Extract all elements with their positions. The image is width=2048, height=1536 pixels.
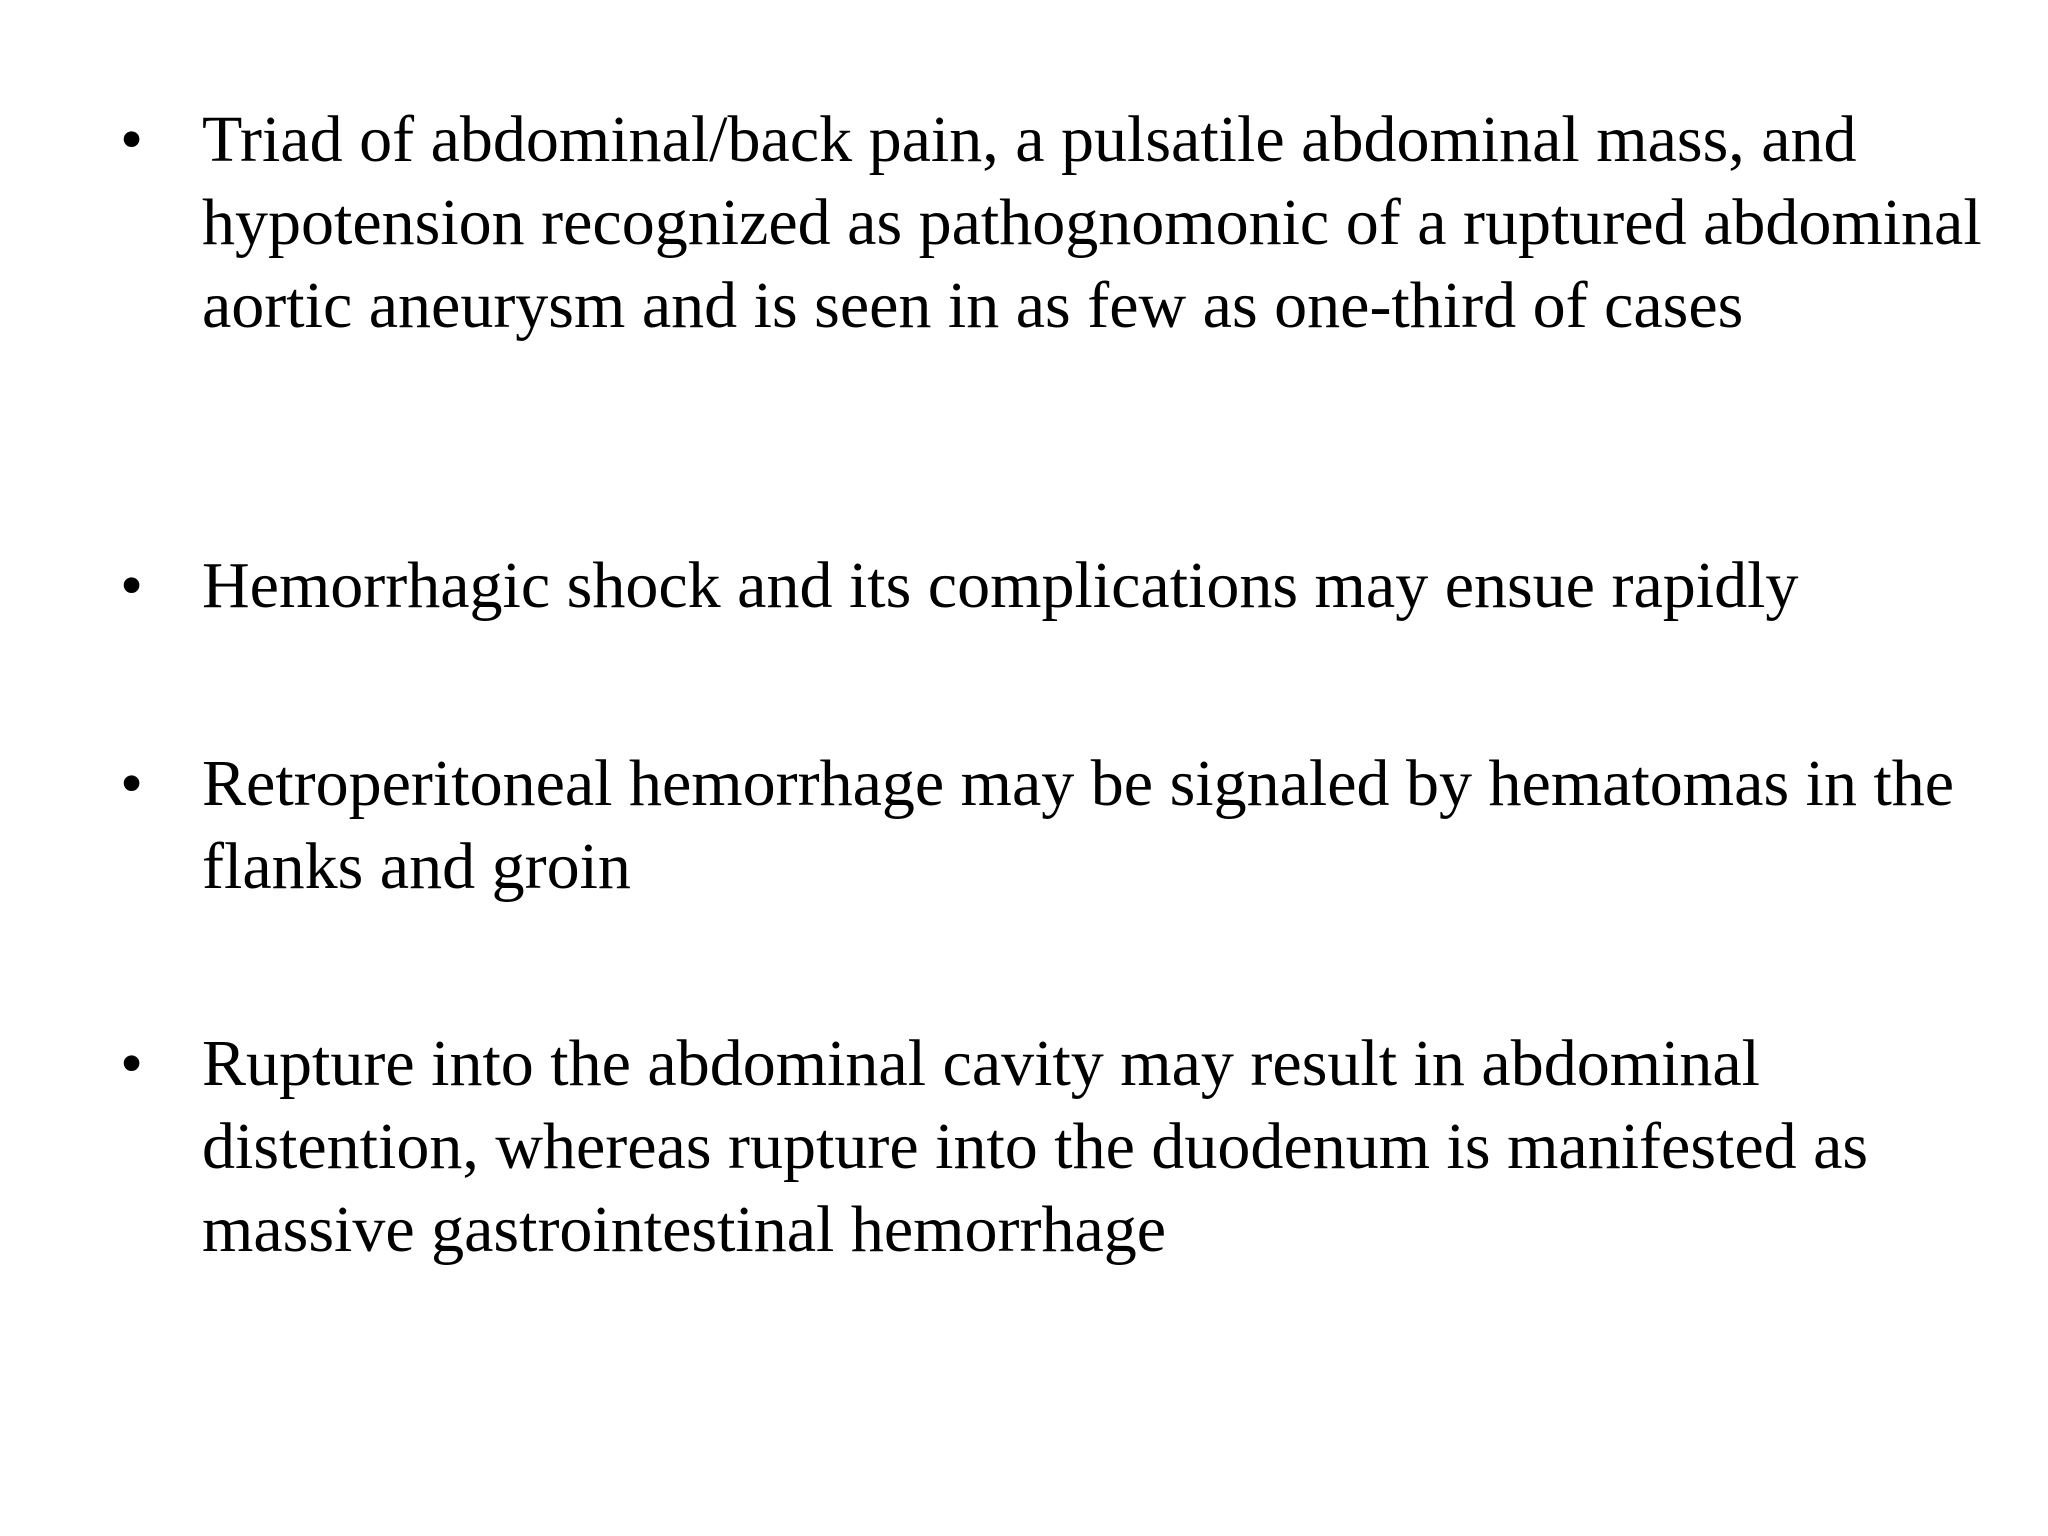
bullet-item-triad	[120, 98, 1990, 347]
bullet-text: Hemorrhagic shock and its complications may ensue rapidly	[202, 549, 1799, 622]
bullet-text: Triad of abdominal/back pain, a pulsatile abdominal mass, and hypotension recognized as pathognomonic of a ruptured abdominal aortic aneurysm and is seen in as few as one-third of cases	[202, 103, 1982, 342]
bullet-item-rupture	[120, 1022, 1990, 1271]
bullet-item-retroperitoneal	[120, 742, 1990, 908]
bullet-icon: •	[120, 747, 144, 820]
bullet-icon: •	[120, 1027, 144, 1100]
bullet-item-shock	[120, 544, 1990, 627]
bullet-icon: •	[120, 549, 144, 622]
bullet-text: Rupture into the abdominal cavity may result in abdominal distention, whereas rupture into the duodenum is manifested as massive gastrointestinal hemorrhage	[202, 1027, 1869, 1266]
bullet-text: Retroperitoneal hemorrhage may be signaled by hematomas in the flanks and groin	[202, 747, 1955, 903]
bullet-icon: •	[120, 103, 144, 176]
